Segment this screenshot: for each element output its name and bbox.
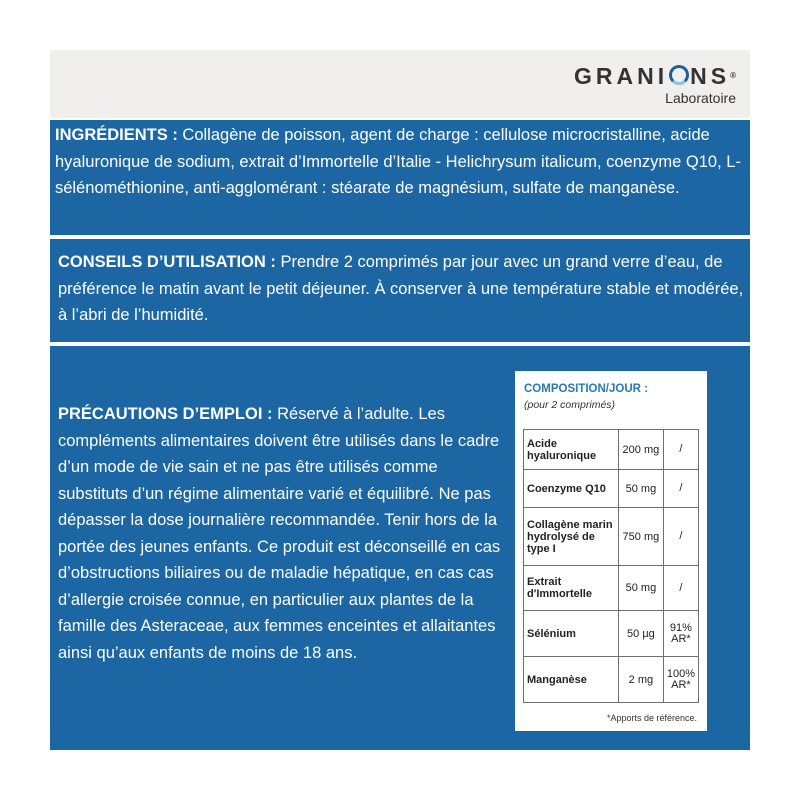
nutrient-quantity: 50 mg [618,470,663,508]
nutrient-quantity: 2 mg [618,657,663,703]
precautions-section [50,346,750,750]
nutrient-quantity: 50 µg [618,611,663,657]
nutrient-name: Extrait d'Immortelle [524,566,619,611]
precautions-body: Réservé à l’adulte. Les compléments alimentaires doivent être utilisés dans le cadre d’un mode de vie sain et ne pas être utilisés comme substituts d’un régime alimentaire varié et équilibré. Ne pas dépasser la dose journalière recommandée. Tenir hors de la portée des jeunes enfants. Ce produit est déconseillé en cas d’obstructions biliaires ou de maladie hépatique, en cas cas d’allergie croisée connue, en particulier aux plantes de la famille des Asteraceae, aux femmes enceintes et allaitantes ainsi qu’aux enfants de moins de 18 ans. [58,405,501,662]
precautions-label: PRÉCAUTIONS D’EMPLOI : [58,405,273,423]
nutrient-reference: / [663,566,698,611]
table-row [524,566,699,611]
usage-body: Prendre 2 comprimés par jour avec un grand verre d’eau, de préférence le matin avant le petit déjeuner. À conserver à une température stable et modérée, à l’abri de l’humidité. [58,253,744,324]
nutrient-reference: / [663,508,698,566]
granions-logo [574,62,736,106]
usage-section [50,239,750,342]
table-row [524,508,699,566]
brand-subtitle: Laboratoire [665,90,736,106]
nutrient-name: Coenzyme Q10 [524,470,619,508]
ingredients-body: Collagène de poisson, agent de charge : cellulose microcristalline, acide hyaluronique de sodium, extrait d’Immortelle d’Italie - Helichrysum italicum, coenzyme Q10, L-sélénométhionine, anti-agglomérant : stéarate de magnésium, sulfate de manganèse. [55,126,741,197]
nutrient-reference: 100% AR* [663,657,698,703]
ingredients-text [55,122,745,202]
nutrient-reference: / [663,430,698,470]
nutrient-name: Acide hyaluronique [524,430,619,470]
precautions-text [58,401,508,666]
brand-name: GRANI NS® [574,63,736,89]
composition-title: COMPOSITION/JOUR : [524,383,648,395]
nutrient-name: Manganèse [524,657,619,703]
nutrient-reference: / [663,470,698,508]
nutrient-quantity: 750 mg [618,508,663,566]
nutrient-quantity: 50 mg [618,566,663,611]
table-row [524,611,699,657]
nutrient-name: Collagène marin hydrolysé de type I [524,508,619,566]
ingredients-label: INGRÉDIENTS : [55,126,178,144]
reference-footnote: *Apports de référence. [606,713,697,723]
composition-card [515,371,707,731]
table-row [524,657,699,703]
composition-subtitle: (pour 2 comprimés) [524,399,616,411]
usage-label: CONSEILS D’UTILISATION : [58,253,276,271]
ingredients-section [50,120,750,235]
nutrient-reference: 91% AR* [663,611,698,657]
composition-table [523,429,699,703]
nutrient-quantity: 200 mg [618,430,663,470]
logo-ring-icon [669,65,689,85]
brand-header [50,50,750,118]
nutrient-name: Sélénium [524,611,619,657]
table-row [524,430,699,470]
table-row [524,470,699,508]
usage-text [58,249,746,329]
